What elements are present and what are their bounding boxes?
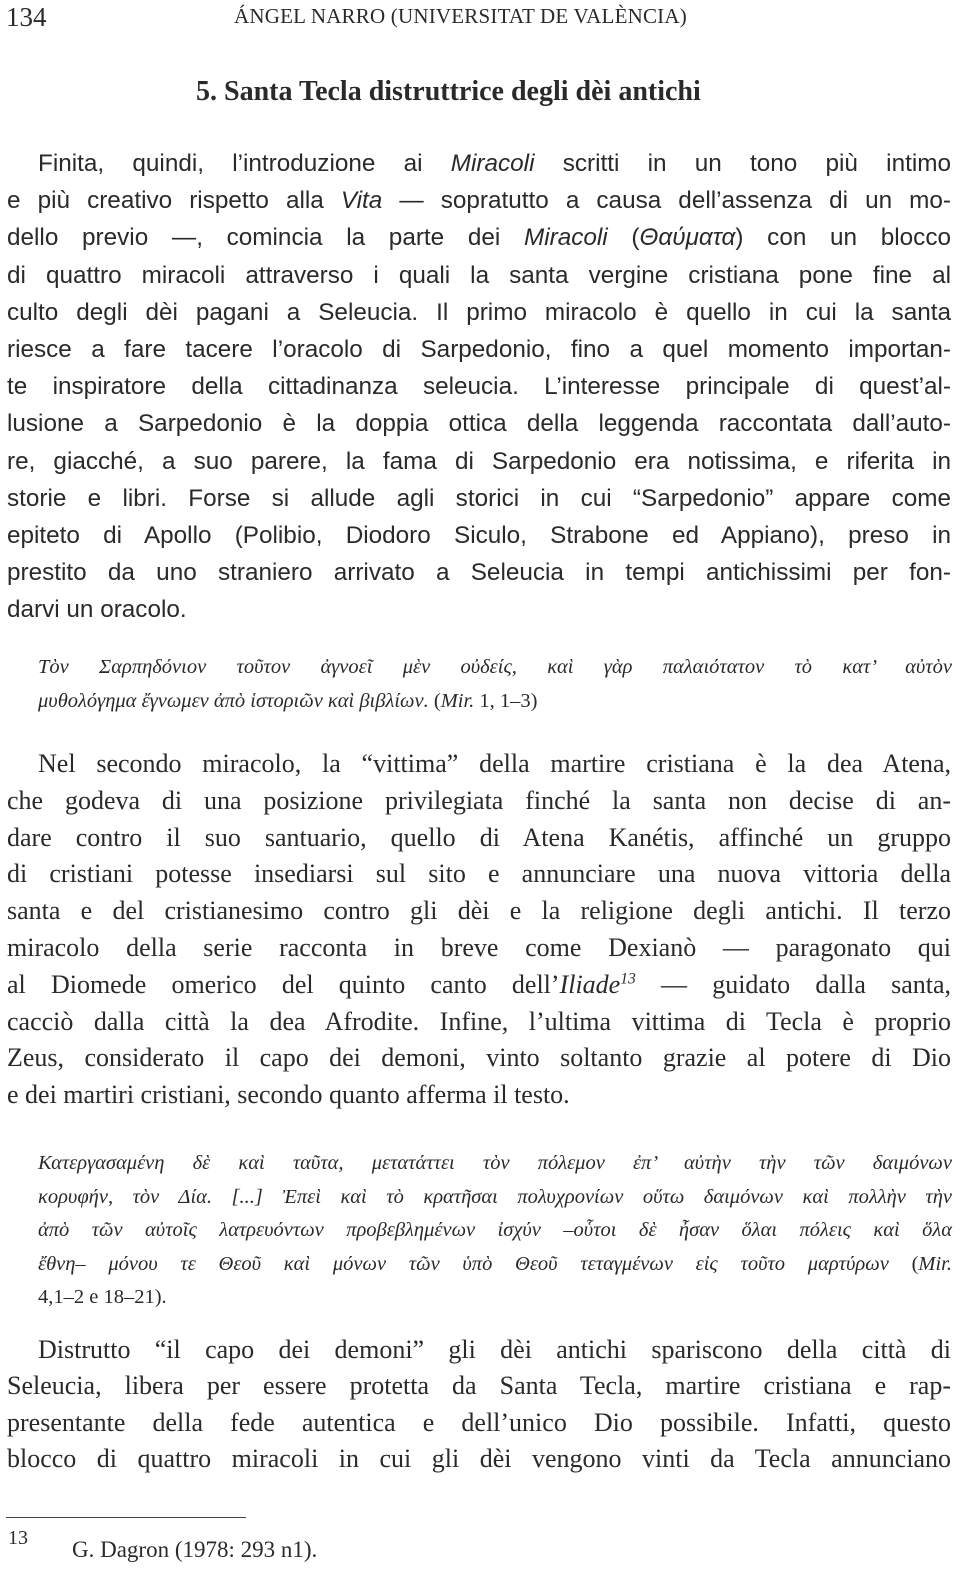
text-line bbox=[7, 893, 951, 930]
text-line bbox=[7, 257, 951, 294]
text-segment: e più creativo rispetto alla bbox=[7, 187, 341, 215]
text-segment: darvi un oracolo. bbox=[7, 596, 187, 624]
text-segment: Finita, quindi, l’introduzione ai bbox=[38, 150, 451, 177]
text-segment: ( bbox=[888, 1252, 919, 1275]
text-segment: 13 bbox=[620, 970, 636, 988]
footnote-text: G. Dagron (1978: 293 n1). bbox=[72, 1537, 318, 1562]
text-segment: ἀπὸ τῶν αὐτοῖς λατρευόντων προβεβλημένων ἰσχύν –οὗτοι δὲ ἦσαν ὅλαι πόλεις καὶ ὅλα bbox=[38, 1219, 952, 1241]
greek-quote-sarpedonius bbox=[38, 651, 952, 718]
text-segment: Τὸν Σαρπηδόνιον τοῦτον ἀγνοεῖ μὲν οὐδείς, καὶ γὰρ παλαιότατον τὸ κατ’ αὐτὸν bbox=[38, 656, 952, 678]
text-line bbox=[7, 1004, 951, 1041]
text-line bbox=[38, 651, 952, 685]
text-segment: scritti in un tono più intimo bbox=[534, 150, 951, 177]
footnote-number: 13 bbox=[8, 1527, 28, 1549]
text-segment: κορυφήν, τὸν Δία. [...] Ἐπεὶ καὶ τὸ κρατῆσαι πολυχρονίων οὕτω δαιμόνων καὶ πολλὴν τὴν bbox=[38, 1185, 952, 1208]
text-line bbox=[7, 182, 951, 219]
text-line bbox=[7, 1040, 951, 1077]
text-segment: Miracoli bbox=[524, 224, 608, 252]
text-segment: ἔθνη– μόνου τε Θεοῦ καὶ μόνων τῶν ὑπὸ Θεοῦ τεταγμένων εἰς τοῦτο μαρτύρων bbox=[38, 1252, 889, 1275]
footnote-rule bbox=[6, 1517, 246, 1518]
paragraph-second-miracle bbox=[7, 746, 951, 1114]
text-line bbox=[7, 331, 951, 368]
text-segment: — guidato dalla santa, bbox=[635, 969, 952, 999]
text-segment: Iliade bbox=[559, 969, 621, 999]
section-title: 5. Santa Tecla distruttrice degli dèi antichi bbox=[196, 76, 701, 107]
text-line bbox=[7, 480, 951, 517]
text-segment: Nel secondo miracolo, la “vittima” della martire cristiana è la dea Atena, bbox=[38, 749, 951, 778]
text-segment: miracolo della serie racconta in breve come Dexianò — paragonato qui bbox=[7, 932, 951, 962]
greek-quote-zeus bbox=[38, 1147, 952, 1315]
text-segment: Seleucia, libera per essere protetta da Santa Tecla, martire cristiana e rap- bbox=[7, 1371, 951, 1401]
text-segment: blocco di quattro miracoli in cui gli dèi vengono vinti da Tecla annunciano bbox=[7, 1444, 951, 1474]
text-segment: Zeus, considerato il capo dei demoni, vinto soltanto grazie al potere di Dio bbox=[7, 1043, 951, 1073]
paragraph-intro bbox=[7, 145, 951, 629]
text-line bbox=[38, 1181, 952, 1215]
paragraph-destroyed-demons bbox=[7, 1332, 951, 1478]
text-line bbox=[38, 1214, 952, 1248]
text-line bbox=[7, 294, 951, 331]
text-segment: culto degli dèi pagani a Seleucia. Il primo miracolo è quello in cui la santa bbox=[7, 298, 951, 326]
text-line bbox=[7, 1441, 951, 1477]
text-line bbox=[7, 591, 951, 628]
text-segment: dare contro il suo santuario, quello di Atena Kanétis, affinché un gruppo bbox=[7, 822, 951, 852]
text-segment: cacciò dalla città la dea Afrodite. Infine, l’ultima vittima di Tecla è proprio bbox=[7, 1006, 951, 1036]
text-segment: riesce a fare tacere l’oracolo di Sarpedonio, fino a quel momento importan- bbox=[7, 336, 951, 364]
text-segment: che godeva di una posizione privilegiata finché la santa non decise di an- bbox=[7, 785, 951, 815]
text-line bbox=[7, 930, 951, 967]
text-segment: epiteto di Apollo (Polibio, Diodoro Siculo, Strabone ed Appiano), preso in bbox=[7, 522, 951, 550]
text-segment: — sopratutto a causa dell’assenza di un mo- bbox=[382, 187, 951, 215]
text-segment: ( bbox=[428, 689, 441, 712]
text-segment: Θαύματα bbox=[639, 224, 736, 252]
text-segment: e dei martiri cristiani, secondo quanto afferma il testo. bbox=[7, 1080, 570, 1110]
text-line bbox=[7, 517, 951, 554]
text-line bbox=[7, 856, 951, 893]
text-segment: di quattro miracoli attraverso i quali la santa vergine cristiana pone fine al bbox=[7, 261, 951, 289]
text-line bbox=[7, 443, 951, 480]
text-line bbox=[7, 405, 951, 442]
text-line bbox=[7, 746, 951, 783]
text-segment: Distrutto “il capo dei demoni” gli dèi antichi spariscono della città di bbox=[38, 1335, 951, 1364]
text-line bbox=[7, 219, 951, 256]
text-segment: ( bbox=[607, 224, 640, 252]
text-line bbox=[7, 1077, 951, 1114]
text-segment: al Diomede omerico del quinto canto dell’ bbox=[7, 969, 560, 999]
text-line bbox=[7, 783, 951, 820]
text-line bbox=[38, 1147, 952, 1181]
text-segment: ) con un blocco bbox=[735, 224, 951, 252]
text-segment: prestito da uno straniero arrivato a Seleucia in tempi antichissimi per fon- bbox=[7, 559, 951, 587]
text-line bbox=[7, 368, 951, 405]
text-line bbox=[38, 1281, 952, 1315]
text-segment: 4,1–2 e 18–21). bbox=[38, 1286, 167, 1308]
text-segment: 1, 1–3) bbox=[474, 689, 538, 712]
text-segment: Mir. bbox=[918, 1252, 953, 1275]
running-head: ÁNGEL NARRO (UNIVERSITAT DE VALÈNCIA) bbox=[234, 4, 687, 28]
text-segment: lusione a Sarpedonio è la doppia ottica della leggenda raccontata dall’auto- bbox=[7, 410, 951, 438]
text-line bbox=[7, 820, 951, 857]
text-segment: Miracoli bbox=[450, 150, 535, 177]
text-segment: presentante della fede autentica e dell’unico Dio possibile. Infatti, questo bbox=[7, 1407, 951, 1437]
text-line bbox=[7, 145, 951, 182]
text-line bbox=[38, 1248, 952, 1282]
text-segment: storie e libri. Forse si allude agli storici in cui “Sarpedonio” appare come bbox=[7, 484, 951, 512]
page-number: 134 bbox=[6, 2, 47, 32]
text-segment: μυθολόγημα ἔγνωμεν ἀπὸ ἱστοριῶν καὶ βιβλίων. bbox=[38, 689, 429, 712]
text-line bbox=[7, 554, 951, 591]
text-line bbox=[7, 1368, 951, 1404]
text-segment: Vita bbox=[340, 187, 383, 215]
text-line bbox=[7, 1405, 951, 1441]
text-segment: te inspiratore della cittadinanza seleucia. L’interesse principale di quest’al- bbox=[7, 373, 951, 401]
text-segment: di cristiani potesse insediarsi sul sito e annunciare una nuova vittoria della bbox=[7, 859, 951, 889]
text-segment: Mir. bbox=[440, 689, 475, 712]
text-line bbox=[7, 967, 951, 1004]
text-segment: dello previo —, comincia la parte dei bbox=[7, 224, 524, 252]
text-line bbox=[7, 1332, 951, 1368]
text-segment: re, giacché, a suo parere, la fama di Sarpedonio era notissima, e riferita in bbox=[7, 447, 951, 475]
text-line bbox=[38, 685, 952, 719]
text-segment: Κατεργασαμένη δὲ καὶ ταῦτα, μετατάττει τὸν πόλεμον ἐπ’ αὐτὴν τὴν τῶν δαιμόνων bbox=[38, 1152, 952, 1174]
text-segment: santa e del cristianesimo contro gli dèi e la religione degli antichi. Il terzo bbox=[7, 896, 951, 926]
